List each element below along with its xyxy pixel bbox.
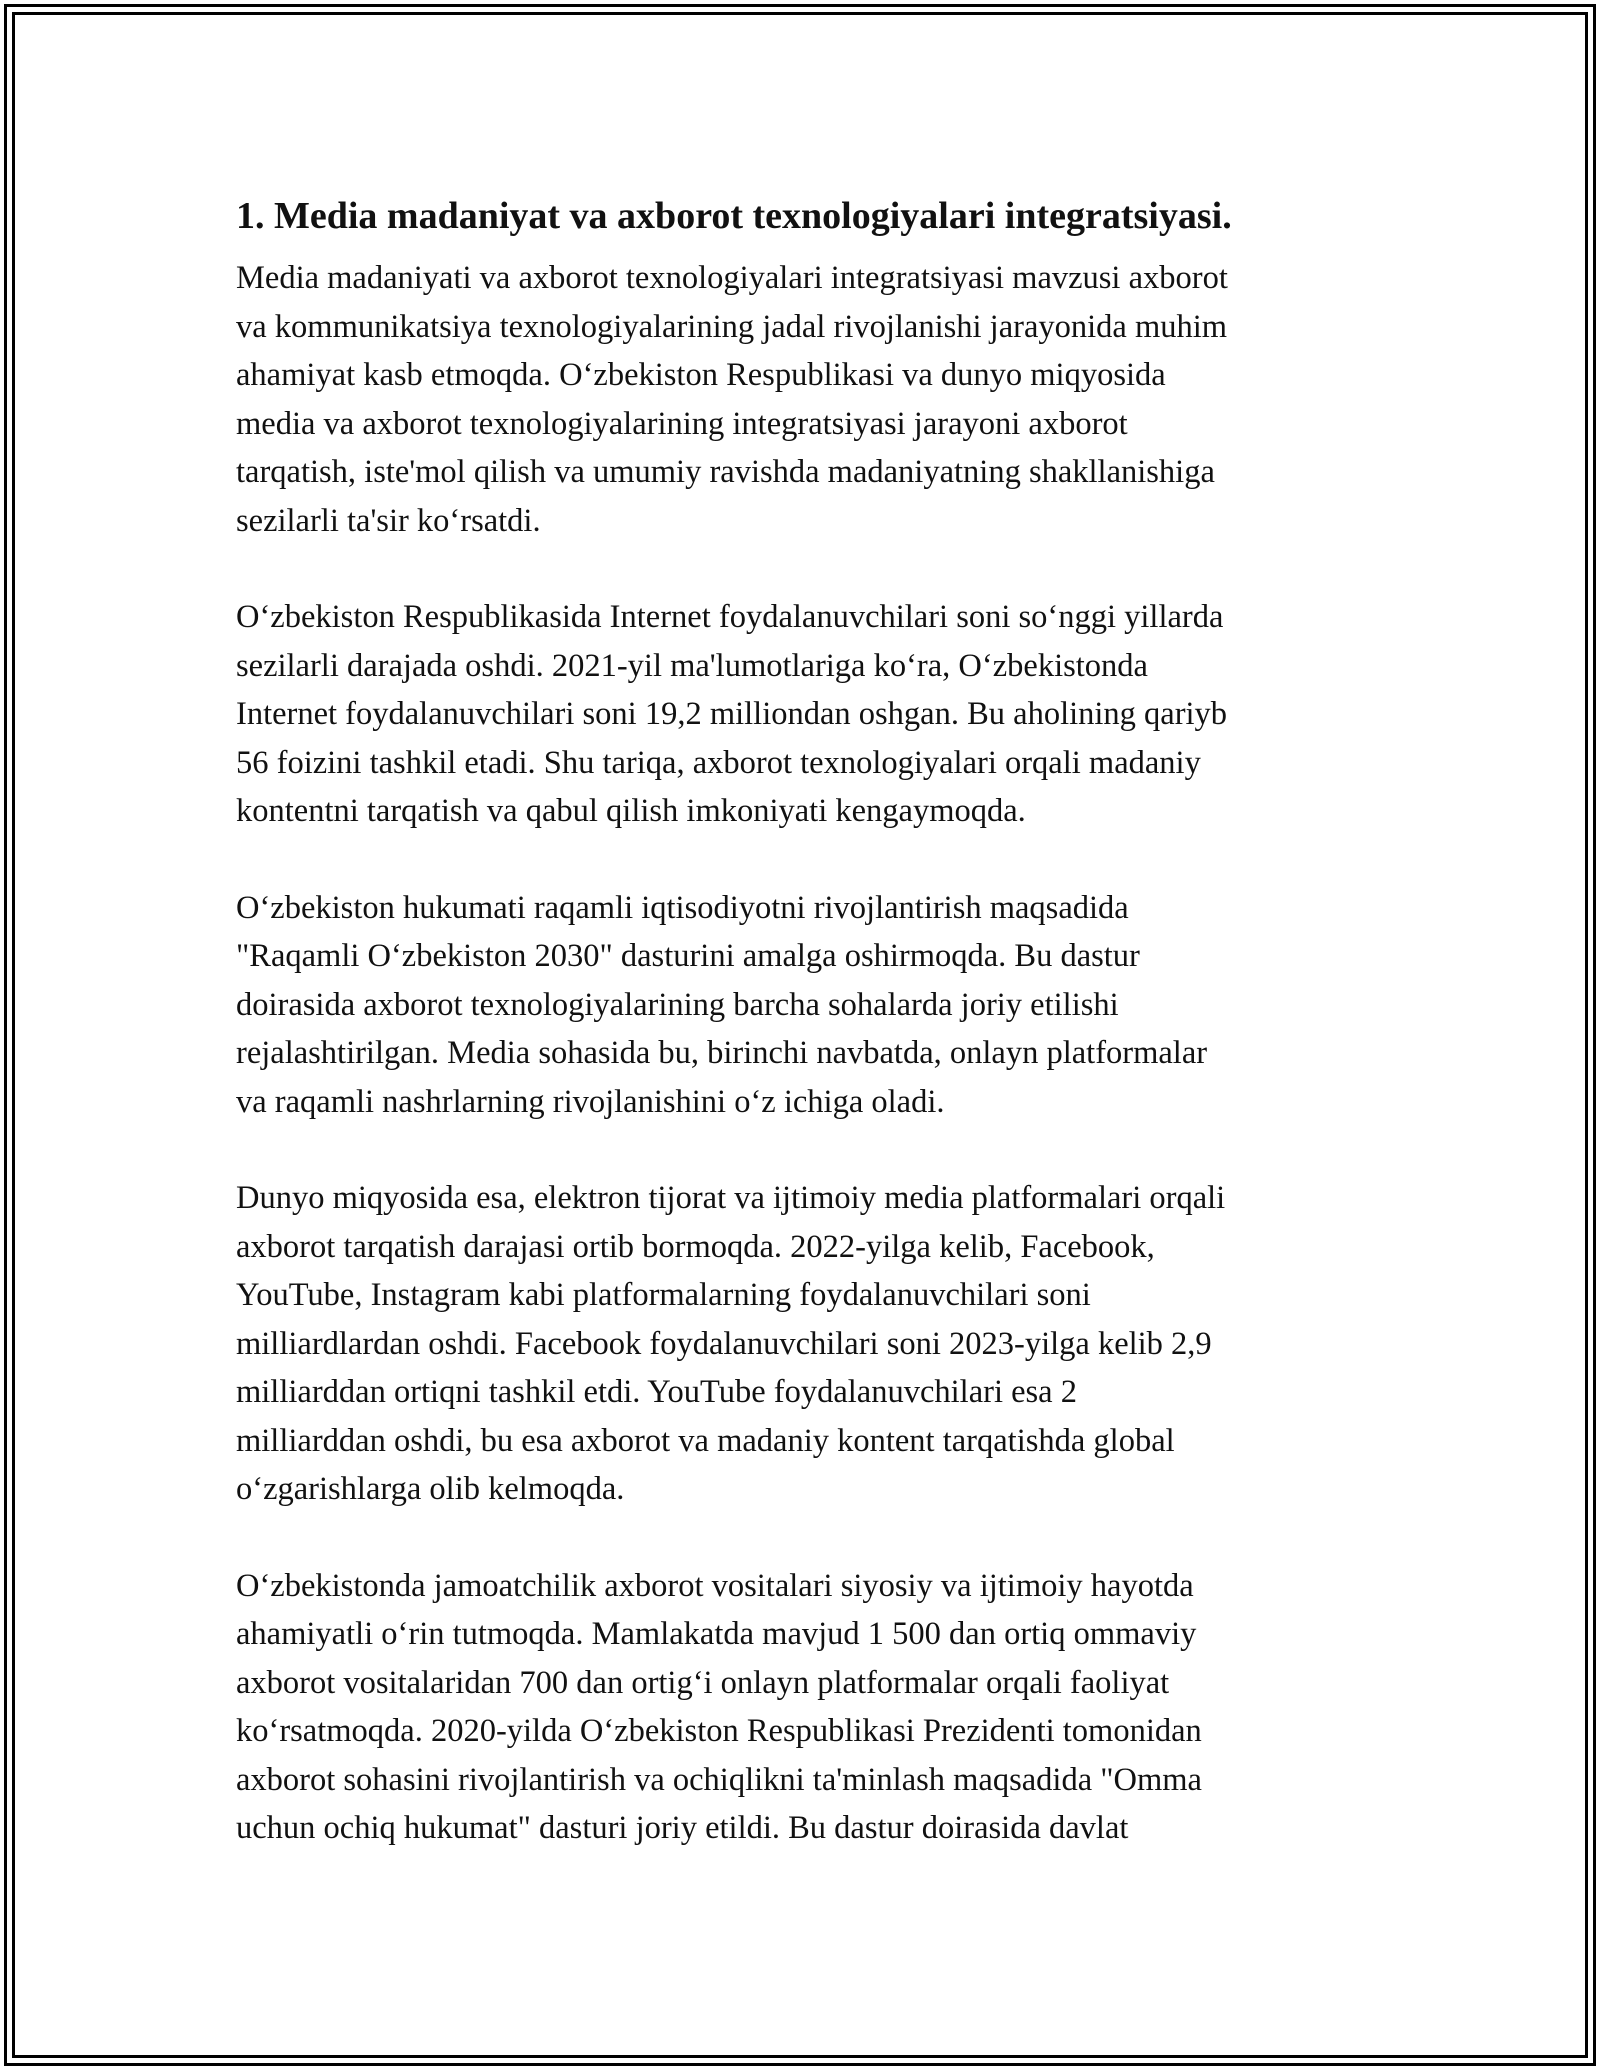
paragraph-line: doirasida axborot texnologiyalarining barcha sohalarda joriy etilishi	[236, 986, 1119, 1023]
paragraph-line: rejalashtirilgan. Media sohasida bu, birinchi navbatda, onlayn platformalar	[236, 1035, 1208, 1071]
paragraph-line: va raqamli nashrlarning rivojlanishini o‘z ichiga oladi.	[236, 1083, 945, 1120]
paragraph-line: axborot tarqatish darajasi ortib bormoqda. 2022-yilga kelib, Facebook,	[236, 1228, 1155, 1265]
paragraph-list	[236, 254, 1364, 1853]
paragraph-line: va kommunikatsiya texnologiyalarining jadal rivojlanishi jarayonida muhim	[236, 308, 1228, 345]
paragraph-line: kontentni tarqatish va qabul qilish imkoniyati kengaymoqda.	[236, 793, 1026, 829]
paragraph-line: milliarddan oshdi, bu esa axborot va madaniy kontent tarqatishda global	[236, 1422, 1175, 1459]
paragraph-line: O‘zbekistonda jamoatchilik axborot vositalari siyosiy va ijtimoiy hayotda	[236, 1567, 1194, 1604]
paragraph-line: Media madaniyati va axborot texnologiyalari integratsiyasi mavzusi axborot	[236, 260, 1228, 296]
paragraph-line: 56 foizini tashkil etadi. Shu tariqa, axborot texnologiyalari orqali madaniy	[236, 744, 1201, 781]
paragraph-line: YouTube, Instagram kabi platformalarning foydalanuvchilari soni	[236, 1277, 1091, 1313]
document-body	[236, 190, 1364, 1901]
paragraph-line: ko‘rsatmoqda. 2020-yilda O‘zbekiston Respublikasi Prezidenti tomonidan	[236, 1713, 1202, 1749]
paragraph-line: axborot sohasini rivojlantirish va ochiqlikni ta'minlash maqsadida "Omma	[236, 1761, 1202, 1798]
paragraph	[236, 884, 1364, 1127]
paragraph-line: uchun ochiq hukumat" dasturi joriy etildi. Bu dastur doirasida davlat	[236, 1810, 1129, 1846]
paragraph-line: "Raqamli O‘zbekiston 2030" dasturini amalga oshirmoqda. Bu dastur	[236, 938, 1140, 974]
paragraph-line: Internet foydalanuvchilari soni 19,2 milliondan oshgan. Bu aholining qariyb	[236, 696, 1228, 732]
paragraph-line: o‘zgarishlarga olib kelmoqda.	[236, 1471, 625, 1507]
paragraph-line: axborot vositalaridan 700 dan ortig‘i onlayn platformalar orqali faoliyat	[236, 1664, 1170, 1701]
paragraph-line: sezilarli darajada oshdi. 2021-yil ma'lumotlariga ko‘ra, O‘zbekistonda	[236, 647, 1148, 684]
paragraph-line: milliardlardan oshdi. Facebook foydalanuvchilari soni 2023-yilga kelib 2,9	[236, 1325, 1212, 1362]
paragraph	[236, 254, 1364, 545]
paragraph-line: media va axborot texnologiyalarining integratsiyasi jarayoni axborot	[236, 405, 1128, 442]
paragraph	[236, 1174, 1364, 1514]
paragraph-line: milliarddan ortiqni tashkil etdi. YouTube foydalanuvchilari esa 2	[236, 1374, 1077, 1410]
paragraph-line: Dunyo miqyosida esa, elektron tijorat va ijtimoiy media platformalari orqali	[236, 1180, 1226, 1216]
paragraph-line: ahamiyatli o‘rin tutmoqda. Mamlakatda mavjud 1 500 dan ortiq ommaviy	[236, 1616, 1197, 1652]
paragraph	[236, 593, 1364, 836]
paragraph-line: ahamiyat kasb etmoqda. O‘zbekiston Respublikasi va dunyo miqyosida	[236, 357, 1166, 393]
paragraph	[236, 1562, 1364, 1853]
paragraph-line: O‘zbekiston Respublikasida Internet foydalanuvchilari soni so‘nggi yillarda	[236, 599, 1224, 635]
paragraph-line: sezilarli ta'sir ko‘rsatdi.	[236, 502, 541, 539]
paragraph-line: tarqatish, iste'mol qilish va umumiy ravishda madaniyatning shakllanishiga	[236, 454, 1215, 490]
section-heading: 1. Media madaniyat va axborot texnologiyalari integratsiyasi.	[236, 195, 1232, 237]
paragraph-line: O‘zbekiston hukumati raqamli iqtisodiyotni rivojlantirish maqsadida	[236, 889, 1129, 926]
